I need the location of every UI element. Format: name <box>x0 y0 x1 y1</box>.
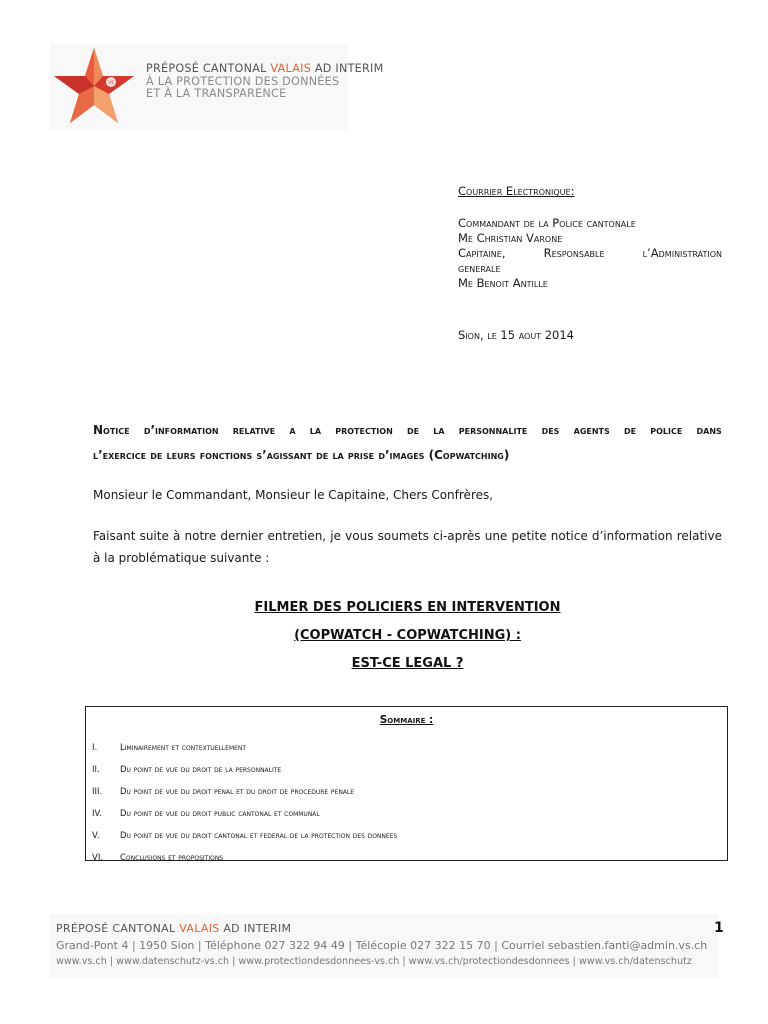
summary-list <box>92 737 712 869</box>
summary-item <box>92 803 712 825</box>
footer-org-prefix: PRÉPOSÉ CANTONAL <box>56 922 180 935</box>
notice-word: personnalite <box>458 423 528 437</box>
org-suffix: AD INTERIM <box>311 62 384 75</box>
summary-item-number: IV. <box>92 809 102 819</box>
summary-item-number: V. <box>92 831 100 841</box>
notice-word: Notice <box>93 423 130 437</box>
footer-org-suffix: AD INTERIM <box>219 922 292 935</box>
summary-item <box>92 781 712 803</box>
notice-word: la <box>433 423 445 437</box>
addressee-word: l’Administration <box>642 246 722 260</box>
notice-word: d’information <box>143 423 219 437</box>
notice-word: protection <box>335 423 393 437</box>
salutation: Monsieur le Commandant, Monsieur le Capitaine, Chers Confrères, <box>93 488 494 502</box>
org-prefix: PRÉPOSÉ CANTONAL <box>146 62 271 75</box>
footer-links: www.vs.ch | www.datenschutz-vs.ch | www.protectiondesdonnees-vs.ch | www.vs.ch/protectiondesdonnees | www.vs.ch/datenschutz <box>56 956 692 967</box>
notice-word: agents <box>573 423 610 437</box>
star-logo-badge: VS <box>108 80 114 85</box>
summary-item-text: Du point de vue du droit de la personnalite <box>120 765 282 775</box>
notice-word: la <box>309 423 322 437</box>
intro-paragraph: Faisant suite à notre dernier entretien, je vous soumets ci-après une petite notice d’information relative à la problématique suivante : <box>93 529 722 565</box>
notice-word: dans <box>696 423 722 437</box>
addressee-word: Responsable <box>543 246 605 260</box>
summary-item-number: I. <box>92 743 98 753</box>
footer-org-name <box>56 922 291 935</box>
org-line-2: À LA PROTECTION DES DONNÉES <box>146 74 340 88</box>
letterhead-org-name <box>146 63 383 101</box>
addressee-line: Commandant de la Police cantonale <box>458 216 636 230</box>
notice-word: de <box>406 423 420 437</box>
letter-date: Sion, le 15 aout 2014 <box>458 328 575 342</box>
notice-word: relative <box>232 423 276 437</box>
summary-item-text: Liminairement et contextuellement <box>120 743 247 753</box>
addressee-line: Me Christian Varone <box>458 231 563 245</box>
summary-item <box>92 825 712 847</box>
star-logo-icon <box>52 46 136 126</box>
notice-word: de <box>623 423 637 437</box>
summary-item-number: III. <box>92 787 103 797</box>
summary-item-number: II. <box>92 765 100 775</box>
summary-item-text: Du point de vue du droit penal et du droit de procedure penale <box>120 787 355 797</box>
addressee-line: generale <box>458 261 501 275</box>
summary-item <box>92 737 712 759</box>
summary-item-text: Du point de vue du droit cantonal et federal de la protection des donnees <box>120 831 398 841</box>
addressee-block <box>458 216 722 291</box>
notice-word: des <box>541 423 560 437</box>
summary-item-text: Du point de vue du droit public cantonal et communal <box>120 809 320 819</box>
summary-heading: Sommaire : <box>379 714 434 726</box>
notice-heading-line-1 <box>93 423 722 437</box>
org-accent: VALAIS <box>270 62 312 75</box>
document-title-line-2: (COPWATCH - COPWATCHING) : <box>294 628 521 643</box>
addressee-line <box>458 246 722 261</box>
notice-word: police <box>650 423 683 437</box>
page-number: 1 <box>714 920 724 936</box>
summary-item-number: VI. <box>92 853 104 863</box>
delivery-method: Courrier Electronique: <box>458 184 575 198</box>
summary-item <box>92 847 712 869</box>
footer-org-accent: VALAIS <box>179 922 220 935</box>
org-line-3: ET À LA TRANSPARENCE <box>146 87 287 100</box>
summary-item-text: Conclusions et propositions <box>120 853 224 863</box>
addressee-word: Capitaine, <box>458 246 506 260</box>
addressee-line: Me Benoit Antille <box>458 276 548 290</box>
summary-item <box>92 759 712 781</box>
document-title-line-1: FILMER DES POLICIERS EN INTERVENTION <box>254 600 561 615</box>
footer-contact: Grand-Pont 4 | 1950 Sion | Téléphone 027 322 94 49 | Télécopie 027 322 15 70 | Courriel sebastien.fanti@admin.vs.ch <box>56 939 708 952</box>
notice-word: a <box>289 423 296 437</box>
document-title-line-3: EST-CE LEGAL ? <box>351 656 464 671</box>
notice-heading-line-2: l’exercice de leurs fonctions s’agissant de la prise d’images (Copwatching) <box>93 448 510 462</box>
